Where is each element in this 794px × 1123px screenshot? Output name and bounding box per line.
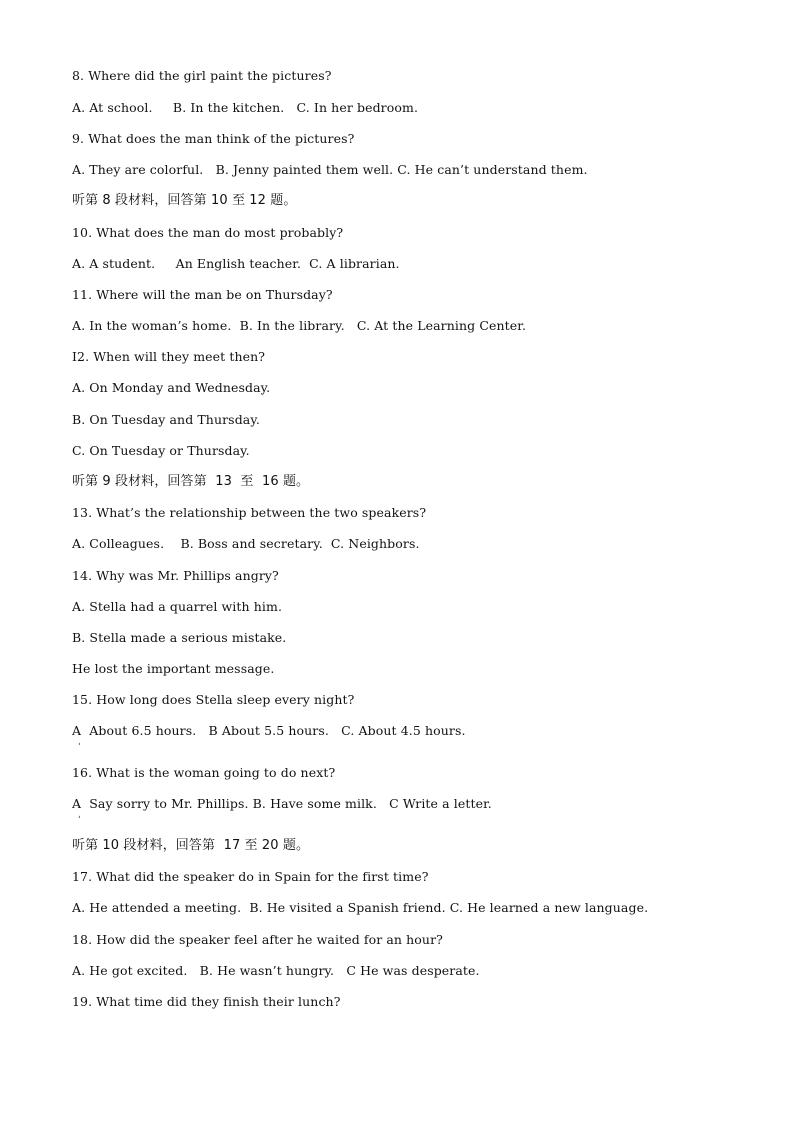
option-14-b: B. Stella made a serious mistake. bbox=[72, 630, 287, 645]
options-10: A. A student. An English teacher. C. A librarian. bbox=[72, 256, 400, 271]
option-12-c: C. On Tuesday or Thursday. bbox=[72, 443, 250, 458]
option-14-c: He lost the important message. bbox=[72, 661, 275, 676]
option-12-a: A. On Monday and Wednesday. bbox=[72, 380, 271, 395]
option-12-b: B. On Tuesday and Thursday. bbox=[72, 412, 260, 427]
question-16: 16. What is the woman going to do next? bbox=[72, 765, 336, 780]
options-8: A. At school. B. In the kitchen. C. In her bedroom. bbox=[72, 100, 419, 115]
option-14-a: A. Stella had a quarrel with him. bbox=[72, 599, 283, 614]
question-13: 13. What’s the relationship between the two speakers? bbox=[72, 505, 427, 520]
stray-mark: ˈ bbox=[78, 816, 81, 826]
question-8: 8. Where did the girl paint the pictures? bbox=[72, 68, 332, 83]
options-13: A. Colleagues. B. Boss and secretary. C. Neighbors. bbox=[72, 536, 420, 551]
section-heading-10: 听第 10 段材料，回答第 17 至 20 题。 bbox=[72, 838, 310, 853]
stray-mark: ˈ bbox=[78, 743, 81, 753]
question-12: I2. When will they meet then? bbox=[72, 349, 266, 364]
question-18: 18. How did the speaker feel after he waited for an hour? bbox=[72, 932, 443, 947]
options-9: A. They are colorful. B. Jenny painted them well. C. He can’t understand them. bbox=[72, 162, 588, 177]
options-16: A Say sorry to Mr. Phillips. B. Have some milk. C Write a letter. bbox=[72, 796, 492, 811]
question-17: 17. What did the speaker do in Spain for the first time? bbox=[72, 869, 429, 884]
question-9: 9. What does the man think of the pictures? bbox=[72, 131, 355, 146]
question-10: 10. What does the man do most probably? bbox=[72, 225, 344, 240]
question-11: 11. Where will the man be on Thursday? bbox=[72, 287, 333, 302]
question-14: 14. Why was Mr. Phillips angry? bbox=[72, 568, 279, 583]
question-19: 19. What time did they finish their lunch? bbox=[72, 994, 341, 1009]
options-11: A. In the woman’s home. B. In the library. C. At the Learning Center. bbox=[72, 318, 527, 333]
section-heading-9: 听第 9 段材料，回答第 13 至 16 题。 bbox=[72, 474, 310, 489]
options-15: A About 6.5 hours. B About 5.5 hours. C. About 4.5 hours. bbox=[72, 723, 466, 738]
options-17: A. He attended a meeting. B. He visited a Spanish friend. C. He learned a new language. bbox=[72, 900, 649, 915]
question-15: 15. How long does Stella sleep every night? bbox=[72, 692, 355, 707]
options-18: A. He got excited. B. He wasn’t hungry. C He was desperate. bbox=[72, 963, 480, 978]
section-heading-8: 听第 8 段材料，回答第 10 至 12 题。 bbox=[72, 193, 297, 208]
